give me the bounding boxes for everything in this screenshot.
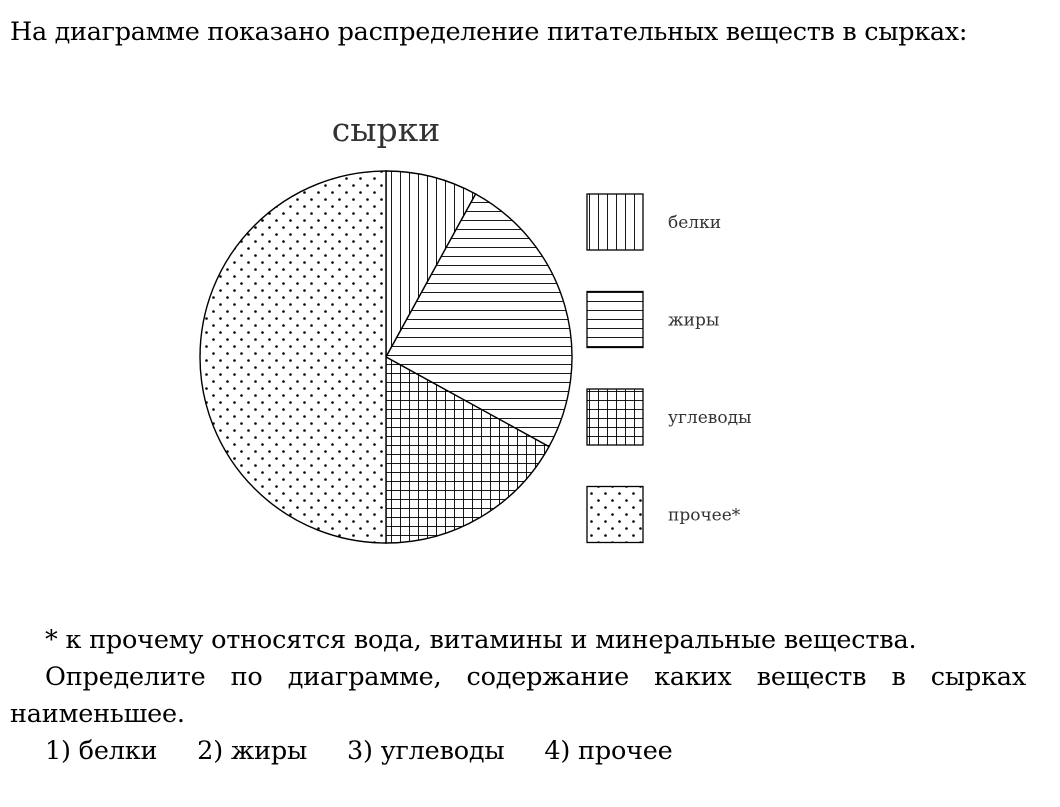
pie-slice-4 bbox=[200, 171, 386, 543]
legend-swatch-1 bbox=[587, 194, 643, 250]
intro-text: На диаграмме показано распределение питательных веществ в сырках: bbox=[10, 17, 968, 47]
legend-label-1: белки bbox=[668, 213, 722, 233]
answer-option-1[interactable]: 1) белки bbox=[45, 736, 158, 766]
legend-swatch-3 bbox=[587, 389, 643, 445]
answer-option-2[interactable]: 2) жиры bbox=[197, 736, 308, 766]
legend-label-4: прочее* bbox=[668, 505, 741, 526]
answer-option-3[interactable]: 3) углеводы bbox=[347, 736, 505, 766]
legend-label-3: углеводы bbox=[668, 408, 752, 428]
legend-label-2: жиры bbox=[668, 310, 720, 331]
legend-swatch-4 bbox=[587, 487, 643, 543]
task-block bbox=[10, 622, 1026, 770]
answer-option-4[interactable]: 4) прочее bbox=[544, 736, 673, 766]
legend-swatch-2 bbox=[587, 292, 643, 348]
question: Определите по диаграмме, содержание каких веществ в сырках наименьшее. bbox=[10, 662, 1026, 729]
answer-options bbox=[10, 733, 1026, 770]
chart-title: сырки bbox=[331, 110, 441, 149]
footnote: * к прочему относятся вода, витамины и минеральные вещества. bbox=[45, 625, 917, 655]
